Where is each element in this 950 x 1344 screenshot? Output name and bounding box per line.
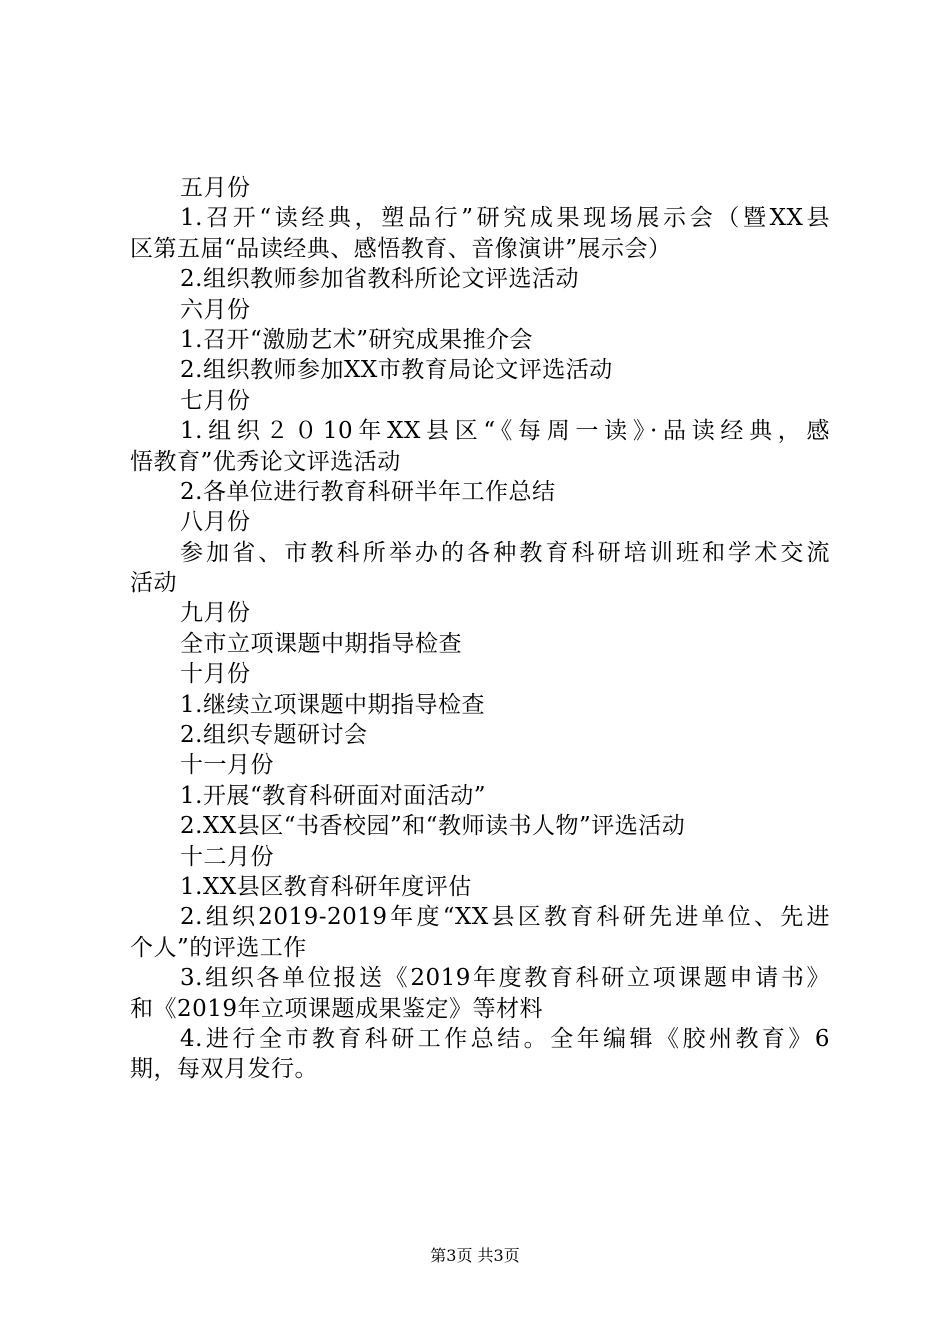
text-line: 2.组织2019-2019年度“XX县区教育科研先进单位、先进: [180, 904, 830, 931]
text-line: 个人”的评选工作: [130, 934, 307, 961]
text-line: 十月份: [180, 661, 251, 688]
page-number: 第3页 共3页: [430, 1246, 520, 1265]
document-body: [130, 173, 830, 1085]
text-line: 1.召开“激励艺术”研究成果推介会: [180, 326, 533, 353]
text-line: 七月份: [180, 387, 251, 414]
text-line: 1.组织２０10年XX县区“《每周一读》·品读经典，感: [180, 418, 830, 445]
text-line: 1.开展“教育科研面对面活动”: [180, 782, 486, 809]
text-line: 2.XX县区“书香校园”和“教师读书人物”评选活动: [180, 813, 686, 840]
text-line: 2.各单位进行教育科研半年工作总结: [180, 478, 556, 505]
text-line: 十一月份: [180, 752, 274, 779]
text-line: 2.组织教师参加XX市教育局论文评选活动: [180, 357, 613, 384]
text-line: 六月份: [180, 296, 251, 323]
text-line: 九月份: [180, 600, 251, 627]
text-line: 2.组织专题研讨会: [180, 722, 368, 749]
text-line: 1.XX县区教育科研年度评估: [180, 873, 472, 900]
text-line: 活动: [130, 570, 177, 597]
text-line: 1.召开“读经典，塑品行”研究成果现场展示会（暨XX县: [180, 205, 830, 232]
text-line: 全市立项课题中期指导检查: [180, 630, 462, 657]
text-line: 4.进行全市教育科研工作总结。全年编辑《胶州教育》6: [180, 1025, 830, 1052]
text-line: 参加省、市教科所举办的各种教育科研培训班和学术交流: [180, 539, 830, 566]
text-line: 3.组织各单位报送《2019年度教育科研立项课题申请书》: [180, 965, 830, 992]
text-line: 八月份: [180, 509, 251, 536]
text-line: 十二月份: [180, 843, 274, 870]
text-line: 五月份: [180, 175, 251, 201]
text-line: 期，每双月发行。: [130, 1056, 318, 1083]
text-line: 1.继续立项课题中期指导检查: [180, 691, 485, 718]
text-line: 悟教育”优秀论文评选活动: [130, 448, 401, 475]
page-footer: [0, 1243, 950, 1266]
text-line: 2.组织教师参加省教科所论文评选活动: [180, 266, 579, 293]
text-line: 和《2019年立项课题成果鉴定》等材料: [130, 995, 544, 1022]
text-line: 区第五届“品读经典、感悟教育、音像演讲”展示会）: [130, 235, 672, 262]
